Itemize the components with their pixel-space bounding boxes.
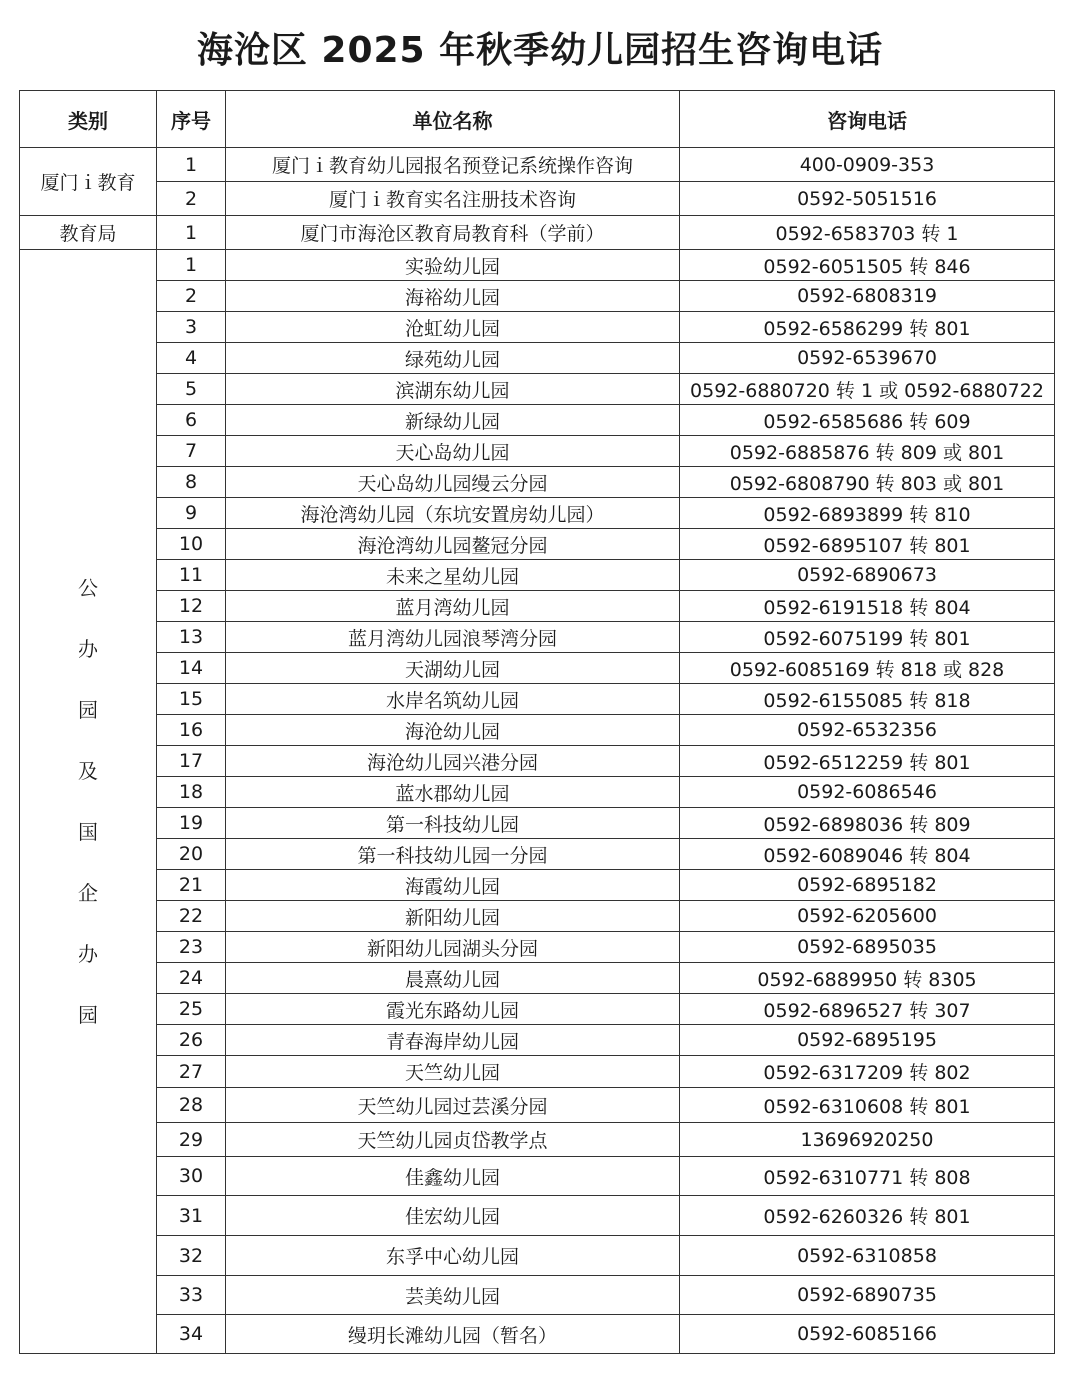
unit-name-cell: 霞光东路幼儿园 — [226, 994, 680, 1025]
unit-name-cell: 蓝水郡幼儿园 — [226, 777, 680, 808]
phone-cell: 0592-6051505 转 846 — [680, 250, 1055, 281]
table-row — [20, 182, 1055, 216]
phone-cell: 0592-6586299 转 801 — [680, 312, 1055, 343]
phone-cell: 0592-6889950 转 8305 — [680, 963, 1055, 994]
unit-name-cell: 第一科技幼儿园 — [226, 808, 680, 839]
row-number-cell: 4 — [157, 343, 226, 374]
row-number-cell: 2 — [157, 281, 226, 312]
table-row — [20, 312, 1055, 343]
phone-cell: 0592-6532356 — [680, 715, 1055, 746]
row-number-cell: 8 — [157, 467, 226, 498]
table-row — [20, 994, 1055, 1025]
row-number-cell: 21 — [157, 870, 226, 901]
row-number-cell: 31 — [157, 1196, 226, 1236]
table-row — [20, 281, 1055, 312]
phone-cell: 400-0909-353 — [680, 148, 1055, 182]
phone-cell: 0592-6895035 — [680, 932, 1055, 963]
unit-name-cell: 海沧幼儿园兴港分园 — [226, 746, 680, 777]
category-cell: 厦门ｉ教育 — [20, 148, 157, 216]
page-title: 海沧区 2025 年秋季幼儿园招生咨询电话 — [196, 30, 884, 71]
table-row — [20, 684, 1055, 715]
phone-cell: 0592-6539670 — [680, 343, 1055, 374]
table-row — [20, 1236, 1055, 1276]
unit-name-cell: 芸美幼儿园 — [226, 1276, 680, 1315]
header-phone: 咨询电话 — [680, 91, 1055, 148]
table-row — [20, 148, 1055, 182]
table-header-row — [20, 91, 1055, 148]
table-row — [20, 1056, 1055, 1088]
table-row — [20, 216, 1055, 250]
row-number-cell: 27 — [157, 1056, 226, 1088]
unit-name-cell: 东孚中心幼儿园 — [226, 1236, 680, 1276]
table-row — [20, 963, 1055, 994]
unit-name-cell: 天心岛幼儿园缦云分园 — [226, 467, 680, 498]
row-number-cell: 28 — [157, 1088, 226, 1123]
table-row — [20, 343, 1055, 374]
unit-name-cell: 厦门ｉ教育实名注册技术咨询 — [226, 182, 680, 216]
table-row — [20, 1088, 1055, 1123]
phone-cell: 0592-5051516 — [680, 182, 1055, 216]
row-number-cell: 13 — [157, 622, 226, 653]
unit-name-cell: 实验幼儿园 — [226, 250, 680, 281]
table-row — [20, 870, 1055, 901]
unit-name-cell: 海沧湾幼儿园（东坑安置房幼儿园） — [226, 498, 680, 529]
phone-cell: 0592-6512259 转 801 — [680, 746, 1055, 777]
row-number-cell: 15 — [157, 684, 226, 715]
table-row — [20, 1157, 1055, 1196]
row-number-cell: 19 — [157, 808, 226, 839]
table-row — [20, 529, 1055, 560]
row-number-cell: 10 — [157, 529, 226, 560]
category-cell — [20, 250, 157, 1354]
unit-name-cell: 第一科技幼儿园一分园 — [226, 839, 680, 870]
unit-name-cell: 海裕幼儿园 — [226, 281, 680, 312]
unit-name-cell: 天竺幼儿园过芸溪分园 — [226, 1088, 680, 1123]
phone-cell: 0592-6896527 转 307 — [680, 994, 1055, 1025]
phone-cell: 0592-6898036 转 809 — [680, 808, 1055, 839]
unit-name-cell: 缦玥长滩幼儿园（暂名） — [226, 1315, 680, 1354]
phone-cell: 0592-6086546 — [680, 777, 1055, 808]
phone-cell: 0592-6317209 转 802 — [680, 1056, 1055, 1088]
category-char: 办 — [78, 636, 98, 661]
table-row — [20, 591, 1055, 622]
header-category: 类别 — [20, 91, 157, 148]
phone-cell: 0592-6205600 — [680, 901, 1055, 932]
unit-name-cell: 厦门ｉ教育幼儿园报名预登记系统操作咨询 — [226, 148, 680, 182]
table-row — [20, 467, 1055, 498]
phone-cell: 0592-6890673 — [680, 560, 1055, 591]
phone-cell: 0592-6890735 — [680, 1276, 1055, 1315]
phone-cell: 0592-6808790 转 803 或 801 — [680, 467, 1055, 498]
row-number-cell: 5 — [157, 374, 226, 405]
phone-cell: 0592-6075199 转 801 — [680, 622, 1055, 653]
table-row — [20, 498, 1055, 529]
category-char: 企 — [78, 880, 98, 905]
row-number-cell: 3 — [157, 312, 226, 343]
table-row — [20, 1025, 1055, 1056]
table-row — [20, 1315, 1055, 1354]
row-number-cell: 1 — [157, 148, 226, 182]
unit-name-cell: 厦门市海沧区教育局教育科（学前） — [226, 216, 680, 250]
row-number-cell: 25 — [157, 994, 226, 1025]
unit-name-cell: 未来之星幼儿园 — [226, 560, 680, 591]
unit-name-cell: 新绿幼儿园 — [226, 405, 680, 436]
table-row — [20, 808, 1055, 839]
unit-name-cell: 海霞幼儿园 — [226, 870, 680, 901]
phone-cell: 0592-6880720 转 1 或 0592-6880722 — [680, 374, 1055, 405]
row-number-cell: 9 — [157, 498, 226, 529]
row-number-cell: 11 — [157, 560, 226, 591]
phone-cell: 0592-6585686 转 609 — [680, 405, 1055, 436]
unit-name-cell: 天湖幼儿园 — [226, 653, 680, 684]
header-unit-name: 单位名称 — [226, 91, 680, 148]
category-char: 园 — [78, 697, 98, 722]
unit-name-cell: 新阳幼儿园 — [226, 901, 680, 932]
table-row — [20, 715, 1055, 746]
table-row — [20, 405, 1055, 436]
phone-cell: 0592-6085166 — [680, 1315, 1055, 1354]
phone-cell: 0592-6089046 转 804 — [680, 839, 1055, 870]
unit-name-cell: 海沧幼儿园 — [226, 715, 680, 746]
row-number-cell: 14 — [157, 653, 226, 684]
row-number-cell: 29 — [157, 1123, 226, 1157]
row-number-cell: 17 — [157, 746, 226, 777]
row-number-cell: 1 — [157, 250, 226, 281]
unit-name-cell: 绿苑幼儿园 — [226, 343, 680, 374]
unit-name-cell: 沧虹幼儿园 — [226, 312, 680, 343]
category-char: 国 — [78, 819, 98, 844]
phone-cell: 0592-6191518 转 804 — [680, 591, 1055, 622]
phone-cell: 0592-6260326 转 801 — [680, 1196, 1055, 1236]
phone-cell: 0592-6310771 转 808 — [680, 1157, 1055, 1196]
table-row — [20, 839, 1055, 870]
unit-name-cell: 滨湖东幼儿园 — [226, 374, 680, 405]
unit-name-cell: 天心岛幼儿园 — [226, 436, 680, 467]
phone-cell: 0592-6310608 转 801 — [680, 1088, 1055, 1123]
category-char: 办 — [78, 941, 98, 966]
row-number-cell: 22 — [157, 901, 226, 932]
unit-name-cell: 新阳幼儿园湖头分园 — [226, 932, 680, 963]
table-row — [20, 250, 1055, 281]
unit-name-cell: 晨熹幼儿园 — [226, 963, 680, 994]
row-number-cell: 6 — [157, 405, 226, 436]
row-number-cell: 2 — [157, 182, 226, 216]
table-row — [20, 622, 1055, 653]
row-number-cell: 7 — [157, 436, 226, 467]
unit-name-cell: 蓝月湾幼儿园浪琴湾分园 — [226, 622, 680, 653]
phone-cell: 0592-6893899 转 810 — [680, 498, 1055, 529]
table-row — [20, 777, 1055, 808]
table-body — [20, 148, 1055, 1354]
row-number-cell: 12 — [157, 591, 226, 622]
row-number-cell: 30 — [157, 1157, 226, 1196]
unit-name-cell: 水岸名筑幼儿园 — [226, 684, 680, 715]
table-row — [20, 1123, 1055, 1157]
unit-name-cell: 佳宏幼儿园 — [226, 1196, 680, 1236]
category-char: 园 — [78, 1002, 98, 1027]
unit-name-cell: 海沧湾幼儿园鳌冠分园 — [226, 529, 680, 560]
header-number: 序号 — [157, 91, 226, 148]
row-number-cell: 32 — [157, 1236, 226, 1276]
row-number-cell: 26 — [157, 1025, 226, 1056]
phone-cell: 0592-6808319 — [680, 281, 1055, 312]
table-row — [20, 374, 1055, 405]
row-number-cell: 34 — [157, 1315, 226, 1354]
category-char: 公 — [78, 575, 98, 600]
row-number-cell: 1 — [157, 216, 226, 250]
unit-name-cell: 青春海岸幼儿园 — [226, 1025, 680, 1056]
phone-cell: 0592-6310858 — [680, 1236, 1055, 1276]
unit-name-cell: 天竺幼儿园 — [226, 1056, 680, 1088]
phone-cell: 0592-6895195 — [680, 1025, 1055, 1056]
unit-name-cell: 天竺幼儿园贞岱教学点 — [226, 1123, 680, 1157]
table-row — [20, 932, 1055, 963]
table-row — [20, 901, 1055, 932]
phone-cell: 0592-6155085 转 818 — [680, 684, 1055, 715]
table-row — [20, 560, 1055, 591]
contact-table — [19, 90, 1055, 1354]
table-row — [20, 1196, 1055, 1236]
table-row — [20, 653, 1055, 684]
unit-name-cell: 蓝月湾幼儿园 — [226, 591, 680, 622]
row-number-cell: 16 — [157, 715, 226, 746]
row-number-cell: 23 — [157, 932, 226, 963]
phone-cell: 0592-6583703 转 1 — [680, 216, 1055, 250]
phone-cell: 13696920250 — [680, 1123, 1055, 1157]
phone-cell: 0592-6085169 转 818 或 828 — [680, 653, 1055, 684]
row-number-cell: 18 — [157, 777, 226, 808]
unit-name-cell: 佳鑫幼儿园 — [226, 1157, 680, 1196]
row-number-cell: 24 — [157, 963, 226, 994]
row-number-cell: 20 — [157, 839, 226, 870]
phone-cell: 0592-6885876 转 809 或 801 — [680, 436, 1055, 467]
row-number-cell: 33 — [157, 1276, 226, 1315]
phone-cell: 0592-6895182 — [680, 870, 1055, 901]
category-cell: 教育局 — [20, 216, 157, 250]
table-row — [20, 746, 1055, 777]
table-row — [20, 1276, 1055, 1315]
phone-cell: 0592-6895107 转 801 — [680, 529, 1055, 560]
category-char: 及 — [78, 758, 98, 783]
table-row — [20, 436, 1055, 467]
